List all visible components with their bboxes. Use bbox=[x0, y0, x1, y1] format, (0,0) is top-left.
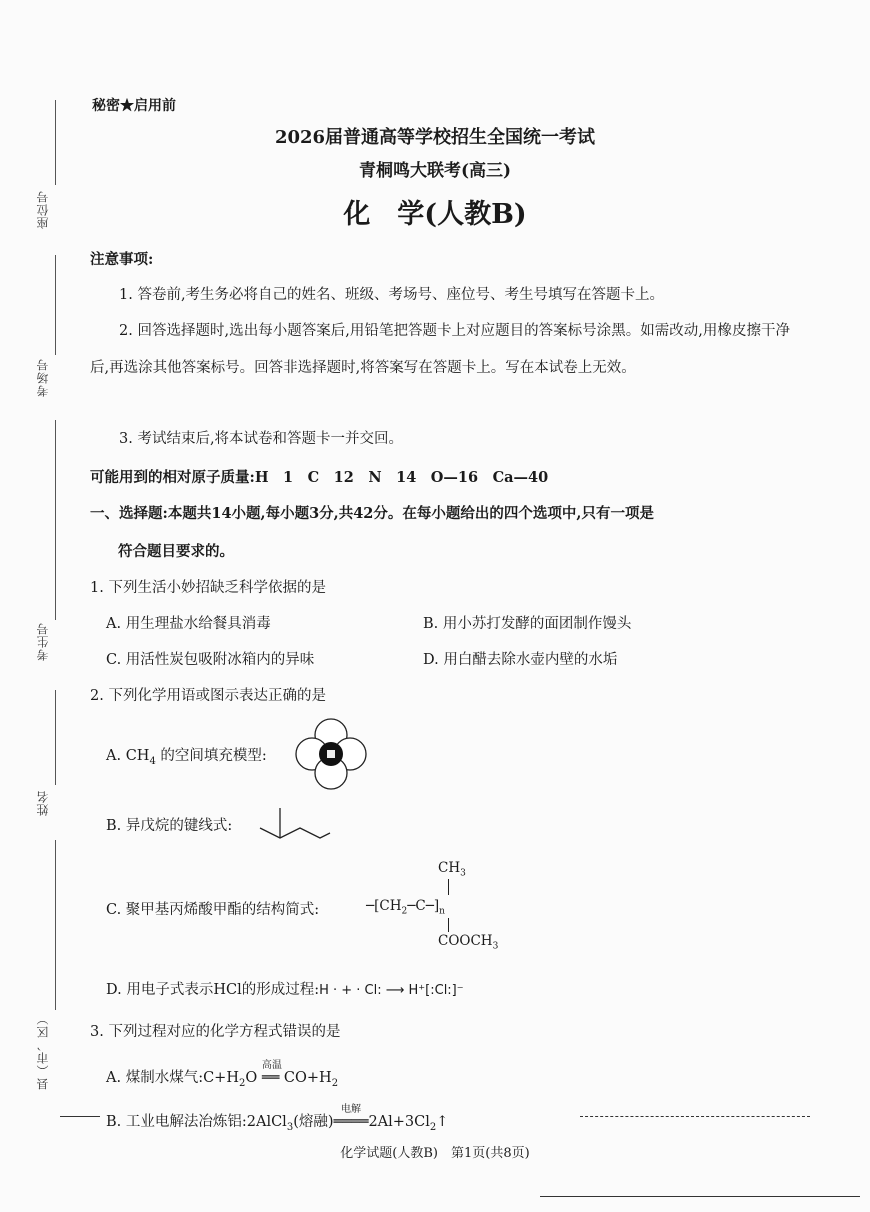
side-label-name: 姓名 bbox=[36, 790, 50, 816]
footer-rule bbox=[540, 1196, 860, 1197]
q1-stem: 1. 下列生活小妙招缺乏科学依据的是 bbox=[90, 580, 326, 596]
hcl-electron-formation: H · + · Cl: ⟶ H⁺[:Cl:]⁻ bbox=[319, 983, 464, 998]
side-label-county: 县（市、区） bbox=[36, 1012, 50, 1090]
q1-option-a: A. 用生理盐水给餐具消毒 bbox=[106, 616, 271, 632]
q3-stem: 3. 下列过程对应的化学方程式错误的是 bbox=[90, 1024, 341, 1040]
q3-option-b: B. 工业电解法冶炼铝:2AlCl$_3$(熔融) 电解 $════2Al+3Cl_2↑$ bbox=[106, 1110, 448, 1133]
cut-line bbox=[60, 1116, 100, 1117]
side-line-student bbox=[55, 420, 56, 620]
section-1-heading: 一、选择题:本题共14小题,每小题3分,共42分。在每小题给出的四个选项中,只有一项是 bbox=[90, 505, 654, 522]
q3-option-a: A. 煤制水煤气$:C+H_2O$ 高温 ══ $CO+H_2$ bbox=[106, 1066, 338, 1089]
subject-title: 化 学(人教B) bbox=[343, 199, 527, 230]
notice-item-3: 3. 考试结束后,将本试卷和答题卡一并交回。 bbox=[119, 431, 404, 447]
side-line-room bbox=[55, 255, 56, 355]
q2-option-c: C. 聚甲基丙烯酸甲酯的结构简式: bbox=[106, 902, 320, 918]
isopentane-skeletal-formula-icon bbox=[258, 806, 332, 842]
q2-option-d: D. 用电子式表示HCl的形成过程:H · + · Cl: ⟶ H⁺[:Cl:]⁻ bbox=[106, 982, 464, 998]
notice-item-1: 1. 答卷前,考生务必将自己的姓名、班级、考场号、座位号、考生号填写在答题卡上。 bbox=[119, 287, 665, 303]
side-label-seat: 座位号 bbox=[36, 190, 50, 229]
side-label-room: 考场号 bbox=[36, 358, 50, 397]
section-1-heading-cont: 符合题目要求的。 bbox=[118, 543, 234, 560]
pmma-main-chain: $─[CH_2─C─]_n$ bbox=[366, 898, 445, 917]
q1-option-d: D. 用白醋去除水壶内壁的水垢 bbox=[423, 652, 618, 668]
ch4-space-filling-model-icon bbox=[293, 716, 369, 792]
secret-mark: 秘密★启用前 bbox=[92, 98, 176, 114]
exam-title: 2026届普通高等学校招生全国统一考试 bbox=[274, 127, 596, 148]
side-label-student: 考生号 bbox=[36, 622, 50, 661]
q1-option-c: C. 用活性炭包吸附冰箱内的异味 bbox=[106, 652, 315, 668]
cut-line-right bbox=[580, 1116, 810, 1117]
side-line-county bbox=[55, 840, 56, 1010]
q3a-condition: 高温 bbox=[261, 1060, 282, 1071]
side-line-name bbox=[55, 690, 56, 785]
q3b-condition: 电解 bbox=[340, 1104, 361, 1115]
q2-option-b: B. 异戊烷的键线式: bbox=[106, 818, 233, 834]
notice-heading: 注意事项: bbox=[90, 251, 154, 268]
page-footer: 化学试题(人教B) 第1页(共8页) bbox=[340, 1146, 530, 1161]
q1-option-b: B. 用小苏打发酵的面团制作馒头 bbox=[423, 616, 632, 632]
pmma-ester-group: $COOCH_3$ bbox=[438, 933, 499, 952]
exam-subtitle: 青桐鸣大联考(高三) bbox=[358, 161, 512, 181]
pmma-structure bbox=[366, 860, 516, 950]
pmma-ch3-top: $CH_3$ bbox=[438, 860, 466, 879]
atomic-mass-line: 可能用到的相对原子质量:H 1 C 12 N 14 O—16 Ca—40 bbox=[90, 469, 549, 486]
q2-option-a: A. $CH_4$ 的空间填充模型: bbox=[106, 748, 267, 767]
q2-stem: 2. 下列化学用语或图示表达正确的是 bbox=[90, 688, 326, 704]
notice-item-2: 2. 回答选择题时,选出每小题答案后,用铅笔把答题卡上对应题目的答案标号涂黑。如需改动,用橡皮擦干净后,再选涂其他答案标号。回答非选择题时,将答案写在答题卡上。写在本试卷上无效。 bbox=[90, 323, 790, 376]
